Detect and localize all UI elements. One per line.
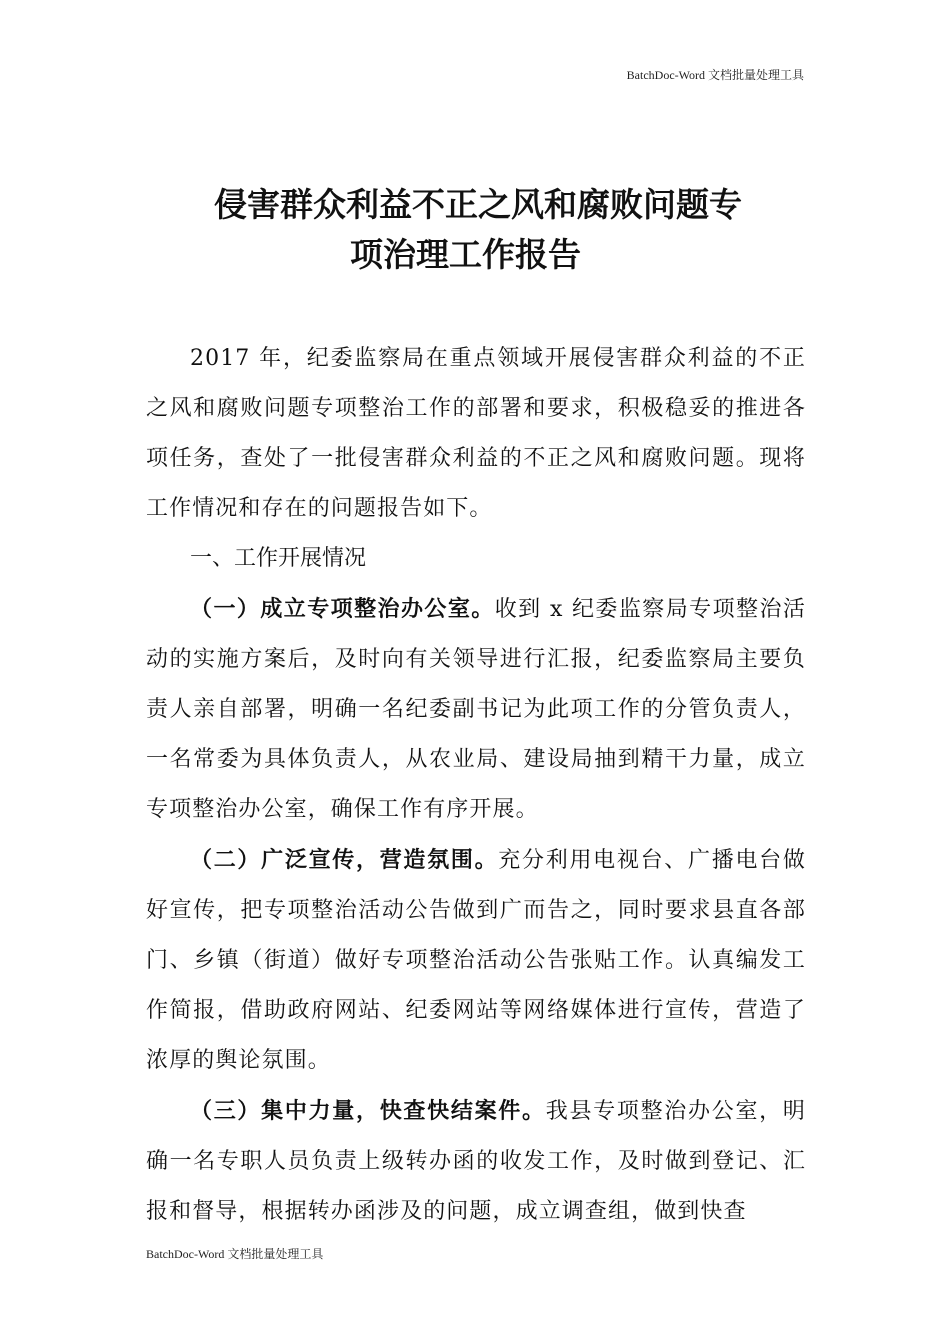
item-paragraph-3	[146, 1086, 806, 1237]
intro-paragraph: 2017 年，纪委监察局在重点领域开展侵害群众利益的不正之风和腐败问题专项整治工作的部署和要求，积极稳妥的推进各项任务，查处了一批侵害群众利益的不正之风和腐败问题。现将工作情况和存在的问题报告如下。	[146, 346, 806, 521]
item-body-2: 充分利用电视台、广播电台做好宣传，把专项整治活动公告做到广而告之，同时要求县直各部门、乡镇（街道）做好专项整治活动公告张贴工作。认真编发工作简报，借助政府网站、纪委网站等网络媒体进行宣传，营造了浓厚的舆论氛围。	[146, 848, 806, 1073]
item-paragraph-2	[146, 835, 806, 1086]
document-body	[146, 334, 806, 1237]
item-lead-1: （一）成立专项整治办公室。	[190, 596, 495, 622]
section-heading: 一、工作开展情况	[190, 546, 367, 571]
title-line-1: 侵害群众利益不正之风和腐败问题专	[214, 185, 742, 224]
item-lead-3: （三）集中力量，快查快结案件。	[190, 1098, 546, 1124]
document-title	[146, 180, 806, 280]
item-body-1: 收到 x 纪委监察局专项整治活动的实施方案后，及时向有关领导进行汇报，纪委监察局主要负责人亲自部署，明确一名纪委副书记为此项工作的分管负责人，一名常委为具体负责人，从农业局、建设局抽到精干力量，成立专项整治办公室，确保工作有序开展。	[146, 597, 806, 822]
title-line-2: 项治理工作报告	[350, 235, 581, 274]
page-footer: BatchDoc-Word 文档批量处理工具	[146, 1247, 324, 1261]
page-header: BatchDoc-Word 文档批量处理工具	[626, 68, 804, 82]
item-lead-2: （二）广泛宣传，营造氛围。	[190, 847, 499, 873]
item-paragraph-1	[146, 584, 806, 835]
item-body-3: 我县专项整治办公室，明确一名专职人员负责上级转办函的收发工作，及时做到登记、汇报和督导，根据转办函涉及的问题，成立调查组，做到快查	[146, 1099, 806, 1224]
